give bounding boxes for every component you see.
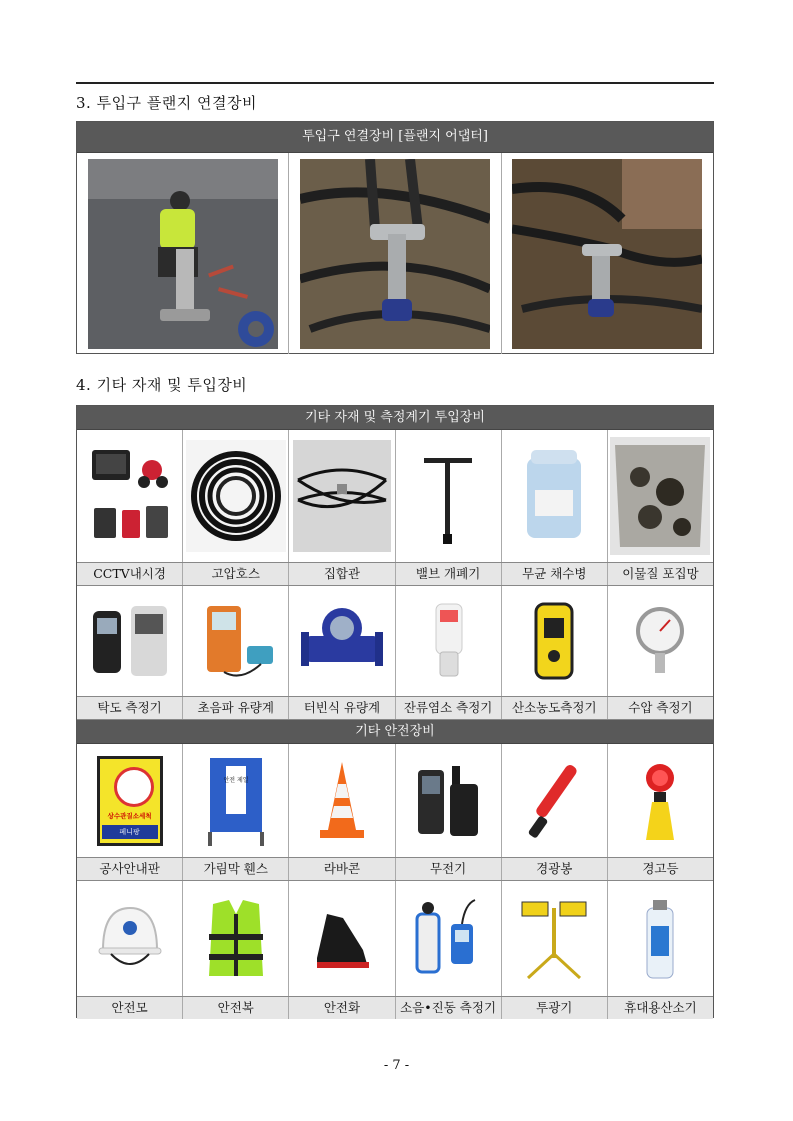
baton-image-cell (502, 744, 608, 857)
vest-image-cell (183, 881, 289, 996)
helmet-image-cell (77, 881, 183, 996)
caption-baton: 경광봉 (502, 858, 608, 880)
caption-pressure: 수압 측정기 (608, 697, 713, 719)
hose-image-cell (183, 430, 289, 562)
caption-cone: 라바콘 (289, 858, 395, 880)
debris-net-image-cell (608, 430, 713, 562)
manifold-icon (293, 440, 391, 552)
turbine-meter-image-cell (289, 586, 395, 696)
caption-valve-opener: 밸브 개폐기 (396, 563, 502, 585)
row1-images (77, 430, 713, 563)
traffic-baton-icon (519, 756, 589, 846)
sign-text-line2: 페니팡 (102, 825, 158, 839)
caption-fence: 가림막 휀스 (183, 858, 289, 880)
caption-turbine-flow: 터빈식 유량계 (289, 697, 395, 719)
turbine-flowmeter-icon (297, 596, 387, 686)
caption-oxygen: 산소농도측정기 (502, 697, 608, 719)
ultrasonic-flowmeter-icon (191, 596, 281, 686)
sterile-bottle-icon (519, 440, 589, 552)
caption-hose: 고압호스 (183, 563, 289, 585)
warning-light-icon (630, 756, 690, 846)
caption-oxygen-can: 휴대용산소기 (608, 997, 713, 1019)
sign-text-line1: 상수관질소세척 (107, 811, 152, 820)
safety-shoes-icon (307, 894, 377, 984)
fence-label: 안전 제일 (223, 776, 249, 784)
traffic-cone-icon (312, 756, 372, 846)
flange-table-title: 투입구 연결장비 [플랜지 어댑터] (77, 122, 713, 153)
floodlight-icon (514, 894, 594, 984)
flange-photo-cell-3 (502, 153, 713, 354)
caption-sample-bottle: 무균 채수병 (502, 563, 608, 585)
high-pressure-hose-icon (186, 440, 286, 552)
warning-light-image-cell (608, 744, 713, 857)
pressure-gauge-icon (630, 596, 690, 686)
row2-images (77, 586, 713, 697)
chlorine-meter-image-cell (396, 586, 502, 696)
flange-adapter-installed-photo (300, 159, 490, 349)
sign-image-cell (77, 744, 183, 857)
caption-radio: 무전기 (396, 858, 502, 880)
caption-cctv: CCTV내시경 (77, 563, 183, 585)
caption-warning-light: 경고등 (608, 858, 713, 880)
manifold-image-cell (289, 430, 395, 562)
flange-equipment-table (76, 121, 714, 354)
construction-sign-icon (97, 756, 163, 846)
row3-images (77, 744, 713, 858)
radio-icon (408, 756, 488, 846)
oxygen-meter-icon (524, 596, 584, 686)
ultrasonic-flow-image-cell (183, 586, 289, 696)
valve-opener-icon (418, 440, 478, 552)
chlorine-meter-icon (418, 596, 478, 686)
barrier-fence-icon (204, 752, 268, 850)
radio-image-cell (396, 744, 502, 857)
top-rule (76, 82, 714, 84)
oxygen-meter-image-cell (502, 586, 608, 696)
row4-images (77, 881, 713, 997)
row3-captions (77, 858, 713, 881)
other-equipment-table (76, 405, 714, 1018)
caption-floodlight: 투광기 (502, 997, 608, 1019)
flange-photo-cell-1 (77, 153, 289, 354)
cctv-endoscope-icon (82, 440, 177, 552)
shoes-image-cell (289, 881, 395, 996)
turbidity-meter-icon (85, 596, 175, 686)
caption-sign: 공사안내판 (77, 858, 183, 880)
row2-captions (77, 697, 713, 720)
caption-helmet: 안전모 (77, 997, 183, 1019)
valve-opener-image-cell (396, 430, 502, 562)
safety-vest-icon (201, 894, 271, 984)
caption-chlorine: 잔류염소 측정기 (396, 697, 502, 719)
flange-photo-cell-2 (289, 153, 501, 354)
page-number: - 7 - (383, 1058, 410, 1073)
row1-captions (77, 563, 713, 586)
pressure-gauge-image-cell (608, 586, 713, 696)
caption-debris-net: 이물질 포집망 (608, 563, 713, 585)
safety-group-title: 기타 안전장비 (77, 720, 713, 744)
turbidity-image-cell (77, 586, 183, 696)
debris-net-icon (610, 437, 710, 555)
caption-shoes: 안전화 (289, 997, 395, 1019)
row4-captions (77, 997, 713, 1019)
cctv-image-cell (77, 430, 183, 562)
caption-manifold: 집합관 (289, 563, 395, 585)
cone-image-cell (289, 744, 395, 857)
safety-helmet-icon (95, 894, 165, 984)
worker-installing-flange-photo (88, 159, 278, 349)
noise-meter-image-cell (396, 881, 502, 996)
caption-ultrasonic-flow: 초음파 유량계 (183, 697, 289, 719)
floodlight-image-cell (502, 881, 608, 996)
sign-mascot (114, 767, 154, 807)
measurement-group-title: 기타 자재 및 측정계기 투입장비 (77, 406, 713, 430)
noise-vibration-meter-icon (403, 894, 493, 984)
caption-turbidity: 탁도 측정기 (77, 697, 183, 719)
flange-hose-connection-photo (512, 159, 702, 349)
section4-heading: 4. 기타 자재 및 투입장비 (76, 376, 248, 394)
caption-vest: 안전복 (183, 997, 289, 1019)
sample-bottle-image-cell (502, 430, 608, 562)
portable-oxygen-can-icon (635, 894, 685, 984)
caption-noise-meter: 소음•진동 측정기 (396, 997, 502, 1019)
fence-image-cell (183, 744, 289, 857)
section3-heading: 3. 투입구 플랜지 연결장비 (76, 94, 258, 112)
oxygen-can-image-cell (608, 881, 713, 996)
